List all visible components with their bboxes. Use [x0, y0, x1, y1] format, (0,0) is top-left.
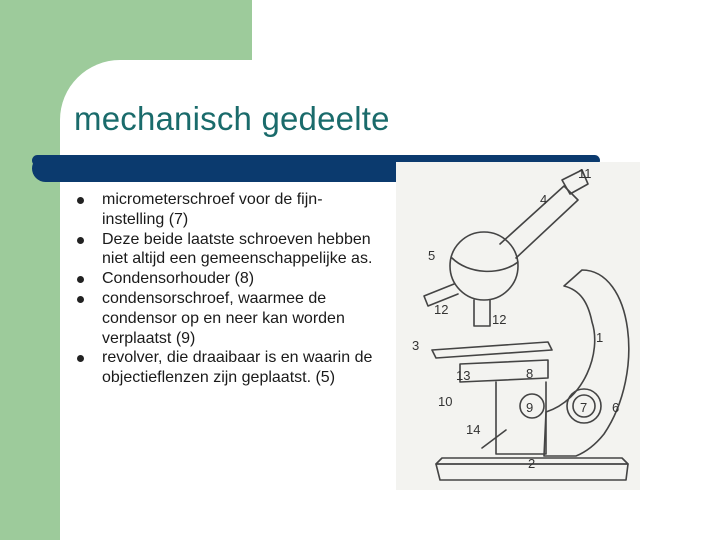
bullet-dot-icon: [77, 276, 84, 283]
label-2: 2: [528, 456, 536, 471]
revolver-sphere: [450, 232, 518, 300]
label-11: 11: [578, 166, 592, 181]
revolver-band: [452, 258, 518, 271]
bullet-text: Condensorhouder (8): [102, 270, 255, 288]
label-3: 3: [412, 338, 420, 353]
bullet-dot-icon: [77, 237, 84, 244]
stage: [432, 342, 552, 358]
bullet-text: revolver, die draaibaar is en waarin de objectieflenzen zijn geplaatst. (5): [102, 349, 373, 387]
label-6: 6: [612, 400, 620, 415]
label-1: 1: [596, 330, 604, 345]
microscope-drawing: [396, 162, 640, 490]
background-band-left: [0, 0, 60, 540]
bullet-text: micrometerschroef voor de fijn-instelling (7): [102, 191, 323, 228]
label-5: 5: [428, 248, 436, 263]
pillar: [496, 382, 546, 454]
bullet-list: [76, 190, 376, 388]
bullet-dot-icon: [77, 296, 84, 303]
label-8: 8: [526, 366, 534, 381]
bullet-text: condensorschroef, waarmee de condensor op en neer kan worden verplaatst (9): [102, 289, 345, 347]
label-14: 14: [466, 422, 481, 437]
microscope-figure: [396, 162, 640, 490]
bullet-item: [76, 190, 376, 230]
mirror-lever: [482, 430, 506, 448]
label-12-right: 12: [492, 312, 507, 327]
front-objective: [474, 300, 490, 326]
label-10: 10: [438, 394, 453, 409]
slide-title: mechanisch gedeelte: [74, 100, 390, 137]
bullet-dot-icon: [77, 355, 84, 362]
microscope-arm: [544, 270, 629, 456]
label-7: 7: [580, 400, 588, 415]
label-4: 4: [540, 192, 548, 207]
label-12-left: 12: [434, 302, 449, 317]
bullet-item: [76, 269, 376, 289]
bullet-item: [76, 348, 376, 388]
label-9: 9: [526, 400, 534, 415]
bullet-item: [76, 230, 376, 270]
bullet-text: Deze beide laatste schroeven hebben niet altijd een gemeenschappelijke as.: [102, 230, 373, 268]
condenser-holder: [460, 360, 548, 382]
bullet-dot-icon: [77, 197, 84, 204]
bullet-item: [76, 289, 376, 348]
label-13: 13: [456, 368, 471, 383]
